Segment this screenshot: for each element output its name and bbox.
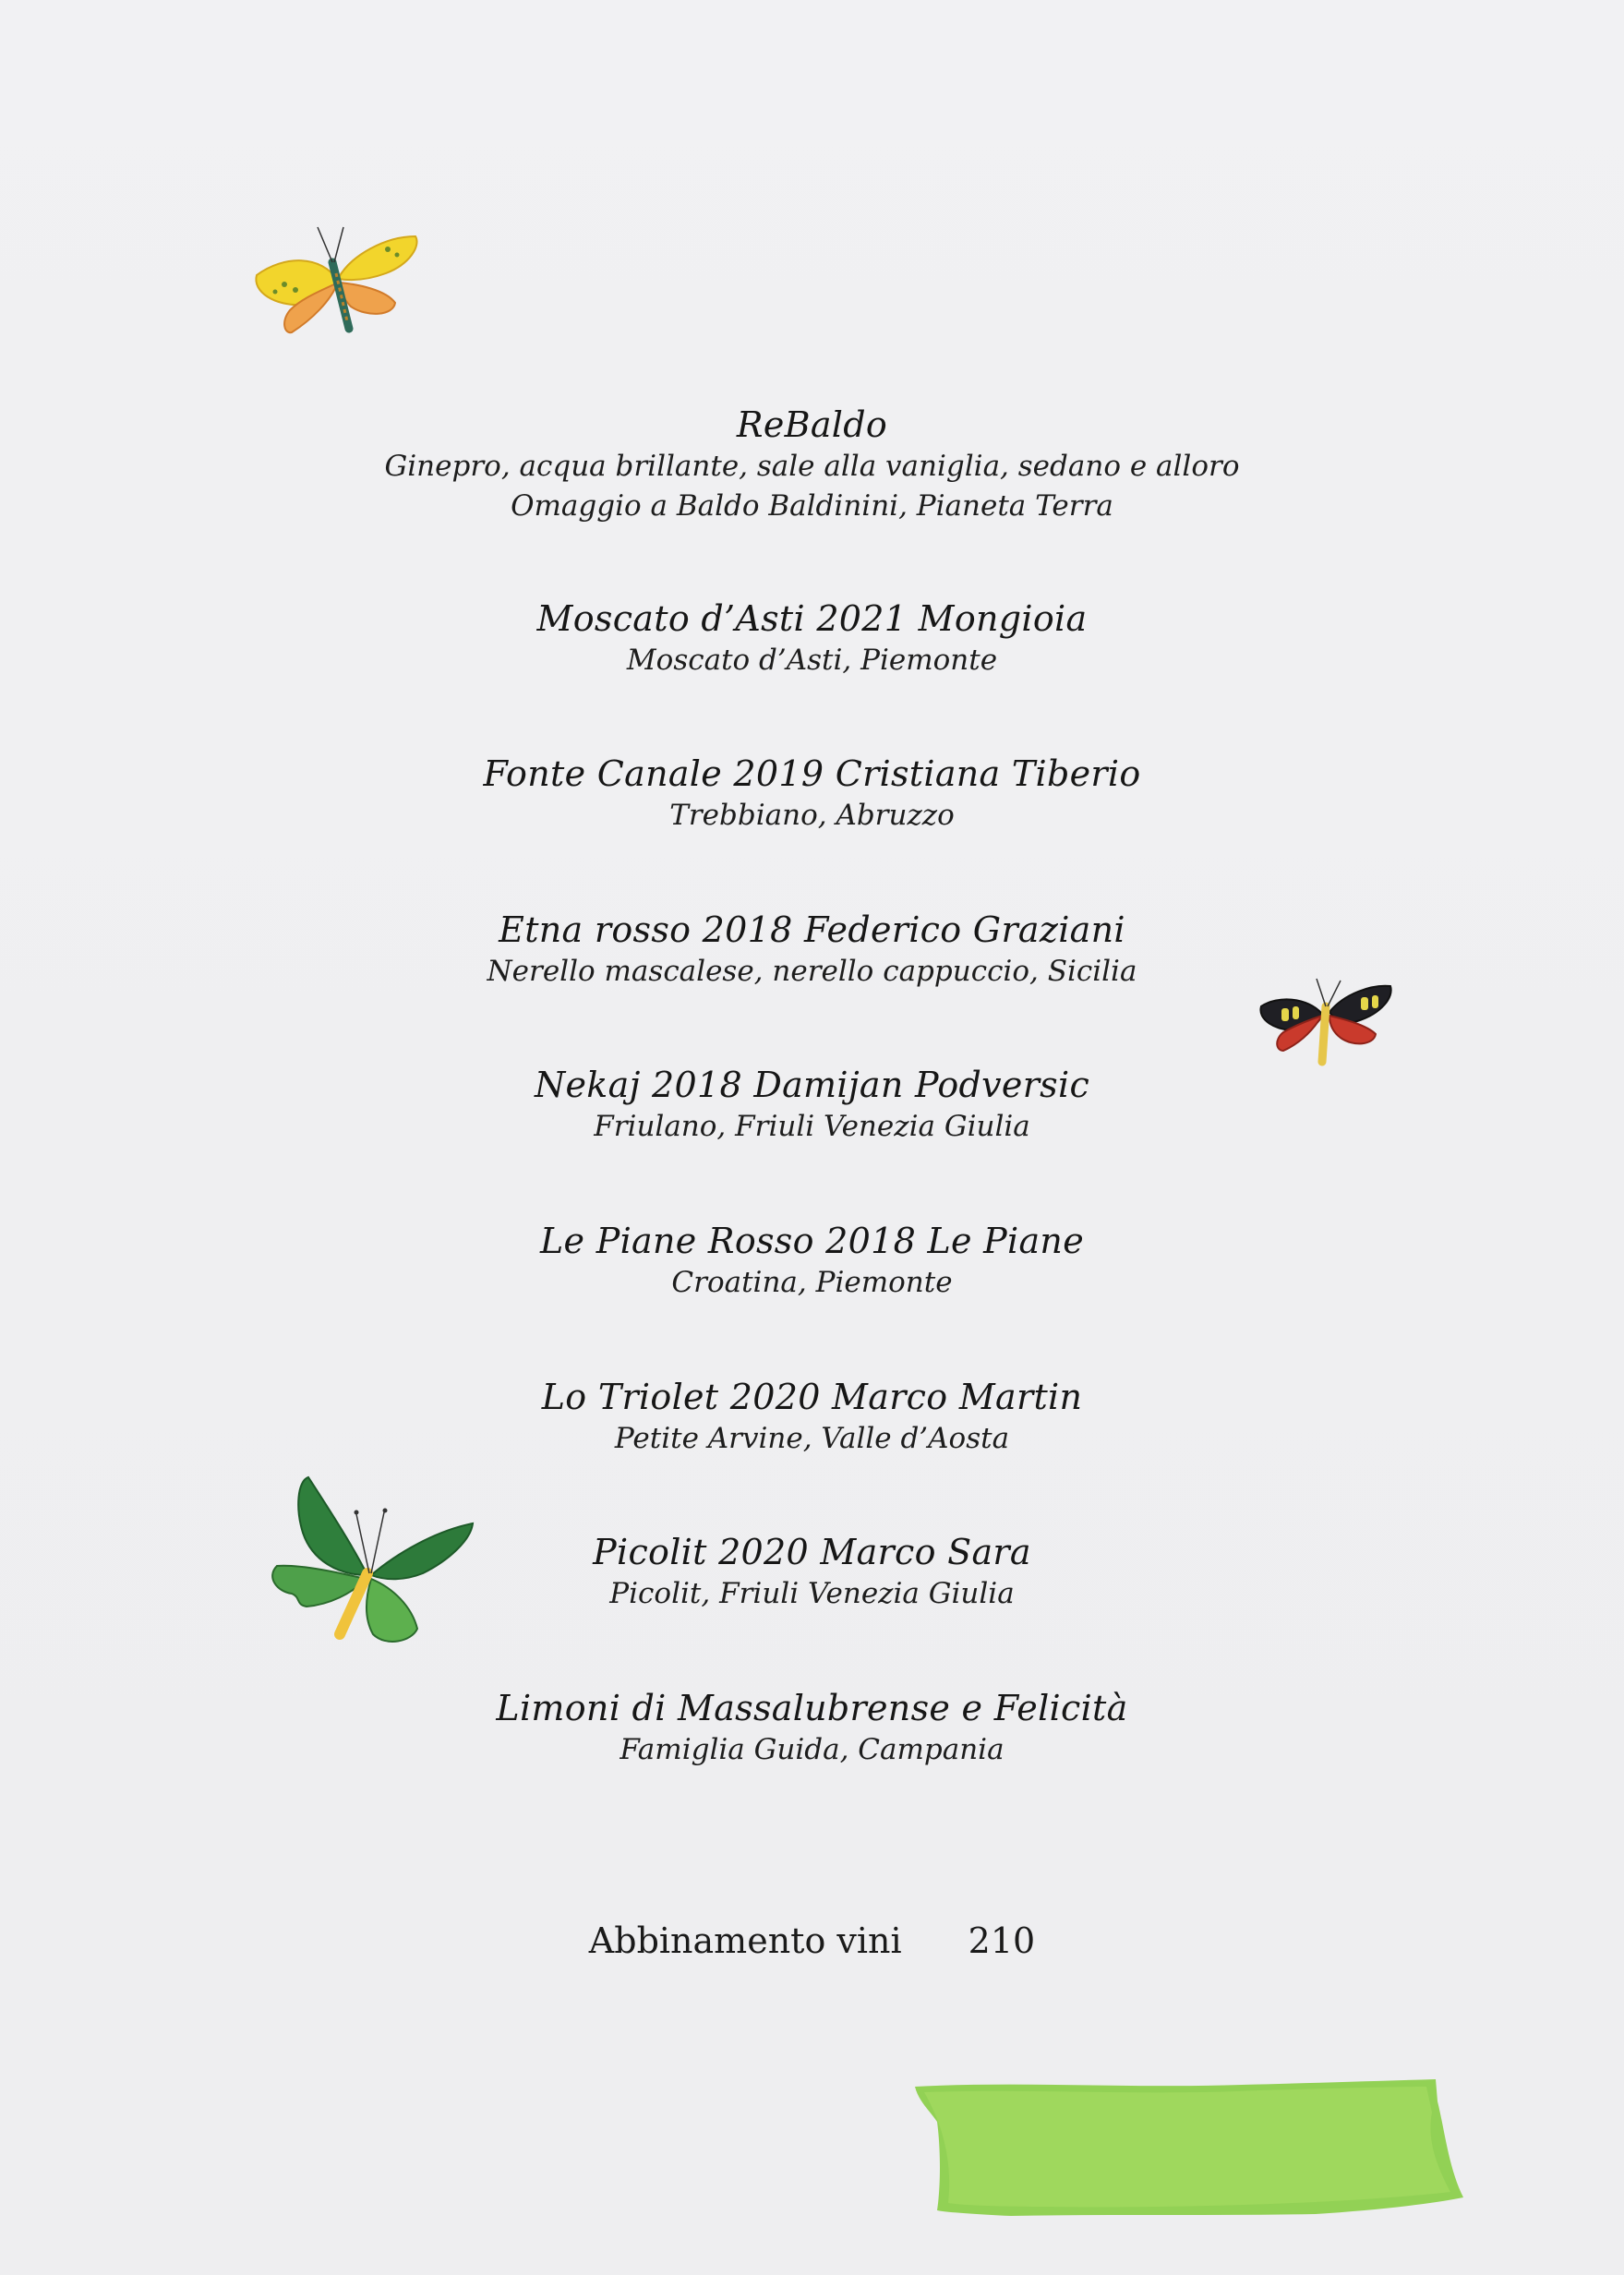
menu-item-title: Moscato d’Asti 2021 Mongioia xyxy=(536,598,1088,639)
menu-item xyxy=(0,1530,1624,1614)
menu-item-description: Petite Arvine, Valle d’Aosta xyxy=(614,1422,1010,1455)
menu-item-title: ReBaldo xyxy=(736,404,888,445)
menu-item-title: Picolit 2020 Marco Sara xyxy=(593,1532,1031,1572)
menu-item-title: Nekaj 2018 Damijan Podversic xyxy=(534,1065,1090,1105)
menu-item-title: Etna rosso 2018 Federico Graziani xyxy=(499,909,1125,950)
menu-item-description: Nerello mascalese, nerello cappuccio, Sicilia xyxy=(487,955,1137,988)
menu-item-title: Limoni di Massalubrense e Felicità xyxy=(496,1688,1128,1728)
menu-item-description: Croatina, Piemonte xyxy=(671,1266,953,1299)
menu-item xyxy=(0,596,1624,680)
menu-item-description: Ginepro, acqua brillante, sale alla vaniglia, sedano e alloro xyxy=(384,450,1240,483)
wine-pairing-amount: 210 xyxy=(968,1920,1036,1961)
menu-item-title: Le Piane Rosso 2018 Le Piane xyxy=(540,1221,1084,1261)
menu-item xyxy=(0,1063,1624,1147)
menu-item xyxy=(0,1219,1624,1303)
menu-item-description: Moscato d’Asti, Piemonte xyxy=(626,644,998,677)
menu-item-description: Friulano, Friuli Venezia Giulia xyxy=(594,1110,1030,1143)
menu-item xyxy=(0,752,1624,836)
menu-item xyxy=(0,1375,1624,1459)
green-watercolor-stroke xyxy=(909,2076,1477,2219)
menu-item-description: Trebbiano, Abruzzo xyxy=(669,799,955,832)
menu-item-title: Fonte Canale 2019 Cristiana Tiberio xyxy=(483,753,1141,794)
wine-pairing-price xyxy=(0,1919,1624,1963)
wine-pairing-label: Abbinamento vini xyxy=(588,1920,902,1961)
menu-item-title: Lo Triolet 2020 Marco Martin xyxy=(541,1377,1083,1417)
menu-item-description: Famiglia Guida, Campania xyxy=(620,1733,1004,1766)
yellow-orange-moth-icon xyxy=(247,218,423,343)
menu-item xyxy=(0,403,1624,526)
menu-item-description: Picolit, Friuli Venezia Giulia xyxy=(609,1577,1015,1610)
menu-item xyxy=(0,1686,1624,1770)
menu-item-description: Omaggio a Baldo Baldinini, Pianeta Terra xyxy=(511,489,1113,523)
menu-item xyxy=(0,908,1624,992)
